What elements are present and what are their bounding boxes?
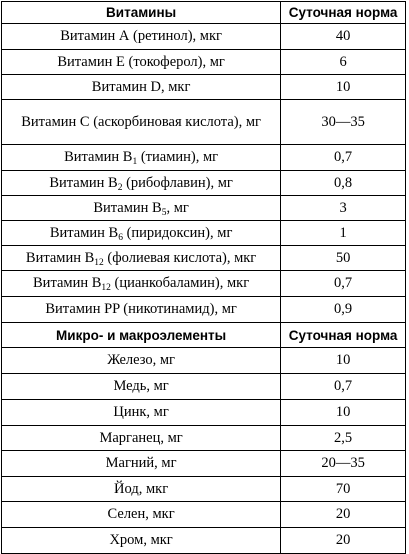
nutrient-name <box>2 297 281 323</box>
nutrient-name-text: Селен, мкг <box>107 506 175 522</box>
daily-norm-value: 10 <box>281 75 406 100</box>
table-row <box>2 75 406 100</box>
vitamins-header-name: Витамины <box>2 2 281 24</box>
nutrient-name-suffix: (фолиевая кислота), мкг <box>103 249 257 266</box>
daily-norm-value: 10 <box>281 348 406 374</box>
daily-norm-value: 3 <box>281 196 406 221</box>
nutrient-name-text: Витамин Е (токоферол), мг <box>57 53 225 70</box>
table-row <box>2 271 406 297</box>
nutrient-subscript: 12 <box>94 257 104 268</box>
nutrient-subscript: 5 <box>161 207 167 218</box>
nutrient-name-text: Железо, мг <box>107 352 175 368</box>
nutrient-name-text: Витамин B <box>49 224 119 241</box>
daily-norm-value: 20 <box>281 528 406 554</box>
nutrient-name <box>2 477 281 502</box>
nutrient-name-text: Витамин B <box>33 275 102 291</box>
nutrient-name-suffix: (пиридоксин), мг <box>122 224 233 241</box>
nutrient-name-text: Цинк, мг <box>113 404 169 420</box>
minerals-header-name: Микро- и макроэлементы <box>2 323 281 348</box>
table-row <box>2 196 406 221</box>
vitamins-header-row <box>2 2 406 24</box>
daily-norm-value: 0,7 <box>281 374 406 400</box>
nutrient-name <box>2 528 281 554</box>
table-row <box>2 246 406 271</box>
nutrient-subscript: 12 <box>101 283 111 293</box>
table-row <box>2 374 406 400</box>
nutrient-name-text: Витамин B <box>25 249 95 266</box>
daily-norm-value: 0,8 <box>281 171 406 196</box>
nutrient-name-text: Хром, мкг <box>109 532 173 548</box>
table-row <box>2 145 406 171</box>
nutrient-subscript: 1 <box>132 157 138 167</box>
nutrient-name <box>2 502 281 528</box>
daily-norm-value: 10 <box>281 400 406 426</box>
daily-norm-value: 30—35 <box>281 100 406 145</box>
nutrient-name <box>2 24 281 50</box>
nutrient-subscript: 2 <box>117 182 123 193</box>
nutrient-name-text: Йод, мкг <box>114 480 169 497</box>
nutrient-subscript: 6 <box>118 232 123 243</box>
nutrient-name <box>2 246 281 271</box>
nutrient-name-text: Медь, мг <box>113 378 169 394</box>
nutrient-name-suffix: (рибофлавин), мг <box>122 174 233 191</box>
nutrient-name <box>2 75 281 100</box>
daily-norm-value: 0,7 <box>281 271 406 297</box>
daily-norm-value: 2,5 <box>281 426 406 451</box>
vitamins-header-norm: Суточная норма <box>281 2 406 24</box>
table-row <box>2 400 406 426</box>
daily-norm-value: 70 <box>281 477 406 502</box>
table-row <box>2 426 406 451</box>
table-row <box>2 24 406 50</box>
nutrient-name <box>2 100 281 145</box>
daily-norm-value: 6 <box>281 50 406 75</box>
nutrient-name-suffix: (тиамин), мг <box>137 149 219 165</box>
nutrient-name <box>2 400 281 426</box>
nutrient-name-text: Витамин D, мкг <box>91 78 191 95</box>
nutrient-name-suffix: (цианкобаламин), мкг <box>110 275 250 291</box>
table-row <box>2 477 406 502</box>
nutrient-name-text: Витамин С (аскорбиновая кислота), мг <box>21 113 261 130</box>
table-row <box>2 348 406 374</box>
nutrient-name <box>2 271 281 297</box>
nutrient-norms-table <box>1 1 406 554</box>
nutrient-name <box>2 171 281 196</box>
nutrient-name <box>2 196 281 221</box>
nutrient-name-text: Витамин B <box>49 174 118 191</box>
table-row <box>2 297 406 323</box>
daily-norm-value: 1 <box>281 221 406 246</box>
nutrient-name-text: Витамин B <box>93 199 162 216</box>
table-row <box>2 451 406 477</box>
table-row <box>2 221 406 246</box>
daily-norm-value: 50 <box>281 246 406 271</box>
table-row <box>2 171 406 196</box>
daily-norm-value: 0,7 <box>281 145 406 171</box>
table-row <box>2 100 406 145</box>
nutrient-name <box>2 145 281 171</box>
nutrient-name-suffix: , мг <box>166 199 189 216</box>
nutrient-name <box>2 348 281 374</box>
nutrient-name-text: Магний, мг <box>105 455 177 471</box>
nutrient-name-text: Витамин B <box>64 149 133 165</box>
daily-norm-value: 20—35 <box>281 451 406 477</box>
nutrient-name <box>2 374 281 400</box>
table-row <box>2 50 406 75</box>
nutrient-name-text: Витамин А (ретинол), мкг <box>60 28 222 44</box>
table-row <box>2 502 406 528</box>
nutrient-name <box>2 50 281 75</box>
daily-norm-value: 20 <box>281 502 406 528</box>
nutrient-name-text: Витамин PP (никотинамид), мг <box>45 301 237 317</box>
table-row <box>2 528 406 554</box>
nutrient-name-text: Марганец, мг <box>99 429 183 446</box>
minerals-header-norm: Суточная норма <box>281 323 406 348</box>
nutrient-name <box>2 221 281 246</box>
nutrient-name <box>2 426 281 451</box>
nutrient-name <box>2 451 281 477</box>
daily-norm-value: 40 <box>281 24 406 50</box>
minerals-header-row <box>2 323 406 348</box>
daily-norm-value: 0,9 <box>281 297 406 323</box>
